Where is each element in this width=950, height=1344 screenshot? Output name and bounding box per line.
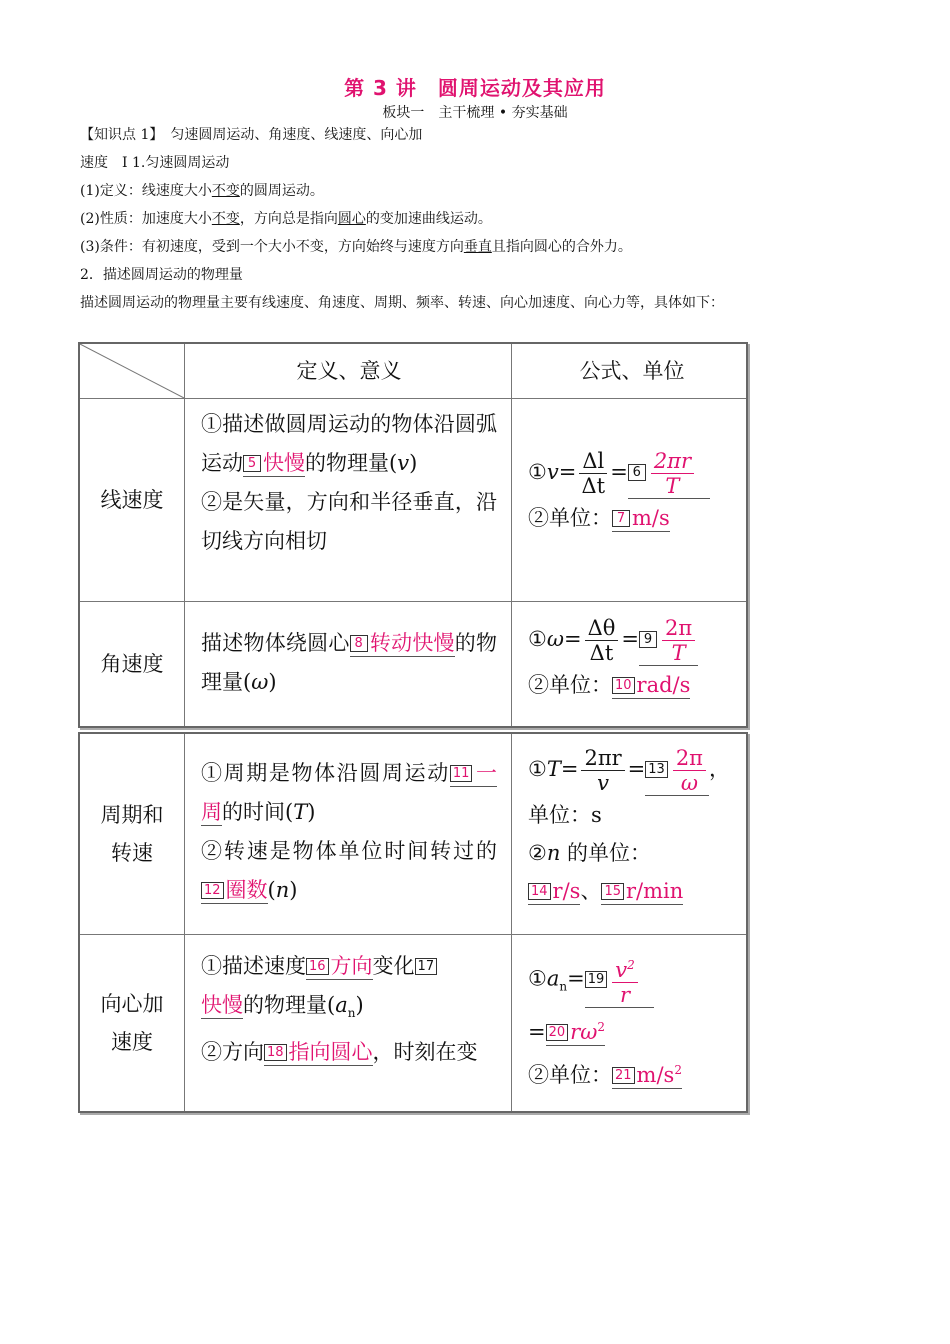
centripetal-formula — [512, 935, 746, 1111]
answer-13: $\frac{2\pi}{\omega}$ — [673, 746, 706, 795]
answer-10: rad/s — [636, 673, 691, 697]
quantities-table-part1 — [78, 342, 748, 728]
page-title: 第 3 讲 圆周运动及其应用 — [344, 76, 606, 100]
linear-velocity-unit: ②单位： 7 m/s — [528, 506, 670, 530]
table-row-linear-velocity — [80, 398, 746, 601]
speed-unit-label: ②n 的单位： — [528, 841, 652, 865]
row-label-angular-velocity: 角速度 — [80, 602, 185, 726]
angular-velocity-equation: ①ω= $\frac{\Delta\theta}{\Delta t}$ = 9 $\frac{2\pi}{T}$ — [528, 616, 736, 666]
linear-velocity-equation: ①v= $\frac{\Delta l}{\Delta t}$ = 6 $\frac{2\pi r}{T}$ — [528, 449, 736, 499]
period-equation: ①T= $\frac{2\pi r}{v}$ = 13 $\frac{2\pi}{\omega}$ ， — [528, 746, 730, 795]
answer-20: rω — [570, 1020, 598, 1044]
answer-7: m/s — [632, 506, 670, 530]
speed-units: 14 r/s、 15 r/min — [528, 872, 736, 910]
period-unit: 单位：s — [528, 803, 602, 827]
answer-21: m/s — [636, 1063, 675, 1087]
row-label-period: 周期和 转速 — [80, 734, 185, 934]
answer-9: $\frac{2\pi}{T}$ — [662, 616, 695, 665]
centripetal-equation-2: = 20 $r\omega^2$ — [528, 1020, 605, 1044]
angular-velocity-definition: 描述物体绕圆心 8 转动快慢的物理量(ω) — [185, 602, 512, 726]
answer-17: 快慢 — [201, 993, 243, 1017]
period-definition: ①周期是物体沿圆周运动 11 一周的时间(T) ②转速是物体单位时间转过的12 圈数(n) — [185, 734, 512, 934]
answer-15: r/min — [625, 879, 684, 903]
intro-text: 描述圆周运动的物理量主要有线速度、角速度、周期、频率、转速、向心加速度、向心力等，具体如下： — [80, 295, 724, 311]
centripetal-equation: $①a_n= 19$ $\frac{v^2}{r}$ — [528, 953, 736, 1008]
linear-velocity-formula — [512, 399, 746, 601]
answer-14: r/s — [552, 879, 581, 903]
condition-line: (3)条件：有初速度，受到一个大小不变，方向始终与速度方向垂直且指向圆心的合外力。 — [80, 239, 632, 255]
answer-8: 转动快慢 — [369, 631, 455, 655]
section-heading: 2．描述圆周运动的物理量 — [80, 267, 243, 283]
definition-line: (1)定义：线速度大小不变的圆周运动。 — [80, 183, 324, 199]
diagonal-line — [80, 344, 184, 398]
page-subtitle: 板块一 主干梳理 • 夯实基础 — [382, 105, 568, 121]
quantities-table-part2 — [78, 732, 748, 1113]
table-header-row — [80, 344, 746, 398]
centripetal-definition: ①描述速度 16 方向变化 17 快慢的物理量$(a_n)$ ②方向 18 指向圆心，时刻在变 — [185, 935, 512, 1111]
header-definition: 定义、意义 — [185, 344, 512, 398]
answer-11: 一周 — [201, 761, 498, 824]
angular-velocity-formula — [512, 602, 746, 726]
knowledge-point-heading: 【知识点 1】 匀速圆周运动、角速度、线速度、向心加 — [80, 127, 423, 143]
row-label-linear-velocity: 线速度 — [80, 399, 185, 601]
table-row-period — [80, 734, 746, 934]
answer-12: 圈数 — [225, 878, 268, 902]
row-label-centripetal: 向心加 速度 — [80, 935, 185, 1111]
property-line: (2)性质：加速度大小不变，方向总是指向圆心的变加速曲线运动。 — [80, 211, 492, 227]
answer-19: $\frac{v^2}{r}$ — [612, 953, 638, 1007]
header-formula: 公式、单位 — [579, 359, 685, 383]
header-diagonal-cell — [80, 344, 185, 398]
knowledge-point-continued: 速度 Ⅰ 1.匀速圆周运动 — [80, 155, 230, 171]
answer-5: 快慢 — [263, 451, 305, 475]
answer-16: 方向 — [330, 954, 373, 978]
linear-velocity-definition: ①描述做圆周运动的物体沿圆弧运动 5 快慢的物理量(v) ②是矢量，方向和半径垂直，沿切线方向相切 — [185, 399, 512, 601]
centripetal-unit: ②单位： 21 $m/s^2$ — [528, 1063, 682, 1087]
table-row-angular-velocity — [80, 601, 746, 726]
angular-velocity-unit: ②单位： 10 rad/s — [528, 673, 691, 697]
answer-6: $\frac{2\pi r}{T}$ — [651, 449, 694, 498]
table-row-centripetal — [80, 934, 746, 1111]
period-formula — [512, 734, 746, 934]
answer-18: 指向圆心 — [288, 1040, 373, 1065]
